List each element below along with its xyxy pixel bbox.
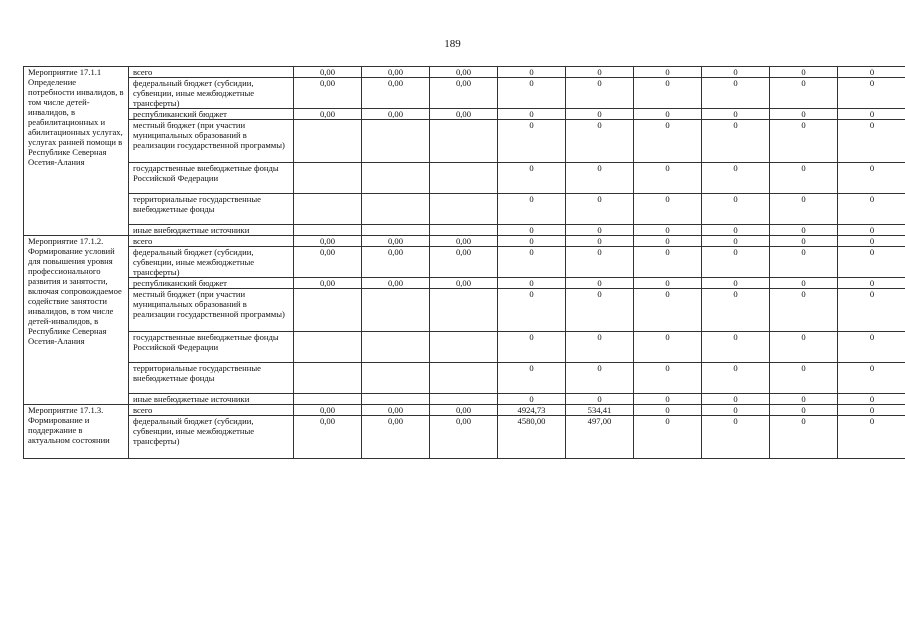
amount-cell: 0 [498, 225, 566, 236]
amount-cell [294, 194, 362, 225]
amount-cell: 0,00 [362, 416, 430, 459]
funding-source-cell: государственные внебюджетные фонды Российской Федерации [129, 163, 294, 194]
amount-cell: 0 [634, 278, 702, 289]
amount-cell: 0 [838, 416, 905, 459]
amount-cell: 0 [566, 78, 634, 109]
amount-cell: 0 [566, 278, 634, 289]
amount-cell: 0 [702, 120, 770, 163]
amount-cell: 0 [838, 78, 905, 109]
table-row [24, 278, 905, 289]
amount-cell: 0 [634, 120, 702, 163]
amount-cell: 0 [838, 225, 905, 236]
amount-cell: 0 [498, 236, 566, 247]
amount-cell: 0 [770, 332, 838, 363]
amount-cell: 0 [770, 225, 838, 236]
funding-source-cell: федеральный бюджет (субсидии, субвенции, иные межбюджетные трансферты) [129, 78, 294, 109]
amount-cell: 0 [498, 363, 566, 394]
amount-cell: 0 [566, 363, 634, 394]
amount-cell: 0 [498, 394, 566, 405]
funding-source-cell: местный бюджет (при участии муниципальных образований в реализации государственной программы) [129, 120, 294, 163]
amount-cell: 0 [770, 109, 838, 120]
amount-cell [362, 120, 430, 163]
amount-cell: 0 [702, 405, 770, 416]
amount-cell: 0 [634, 163, 702, 194]
amount-cell: 0 [770, 394, 838, 405]
amount-cell: 0,00 [294, 236, 362, 247]
amount-cell: 0 [566, 120, 634, 163]
amount-cell: 0,00 [294, 78, 362, 109]
amount-cell: 0,00 [362, 236, 430, 247]
amount-cell: 0 [498, 289, 566, 332]
amount-cell: 0 [634, 236, 702, 247]
amount-cell: 0 [566, 247, 634, 278]
amount-cell: 0 [634, 67, 702, 78]
amount-cell [430, 163, 498, 194]
amount-cell: 0,00 [362, 78, 430, 109]
amount-cell [294, 120, 362, 163]
amount-cell: 0,00 [294, 109, 362, 120]
amount-cell: 0,00 [430, 109, 498, 120]
table-row [24, 225, 905, 236]
amount-cell: 0 [702, 109, 770, 120]
amount-cell: 0 [634, 289, 702, 332]
amount-cell [362, 163, 430, 194]
amount-cell: 0 [634, 332, 702, 363]
amount-cell [294, 163, 362, 194]
amount-cell: 0 [566, 332, 634, 363]
page-number: 189 [444, 38, 461, 50]
amount-cell: 0 [838, 194, 905, 225]
amount-cell: 0 [566, 67, 634, 78]
amount-cell: 0,00 [430, 67, 498, 78]
amount-cell: 0 [770, 289, 838, 332]
funding-source-cell: республиканский бюджет [129, 109, 294, 120]
amount-cell [430, 289, 498, 332]
amount-cell: 0 [770, 194, 838, 225]
funding-table [23, 66, 905, 459]
amount-cell: 0 [634, 194, 702, 225]
funding-source-cell: местный бюджет (при участии муниципальных образований в реализации государственной программы) [129, 289, 294, 332]
amount-cell: 534,41 [566, 405, 634, 416]
table-row [24, 120, 905, 163]
amount-cell [294, 289, 362, 332]
amount-cell [362, 194, 430, 225]
table-row [24, 236, 905, 247]
amount-cell: 0,00 [430, 78, 498, 109]
amount-cell: 0 [770, 405, 838, 416]
table-row [24, 405, 905, 416]
amount-cell: 0 [838, 289, 905, 332]
amount-cell: 0,00 [430, 416, 498, 459]
table-row [24, 67, 905, 78]
funding-source-cell: республиканский бюджет [129, 278, 294, 289]
amount-cell: 0,00 [294, 416, 362, 459]
amount-cell: 0 [702, 247, 770, 278]
amount-cell: 0 [566, 163, 634, 194]
amount-cell: 0 [702, 194, 770, 225]
activity-title-cell: Мероприятие 17.1.3. Формирование и поддержание в актуальном состоянии [24, 405, 129, 459]
amount-cell: 0 [770, 363, 838, 394]
funding-source-cell: федеральный бюджет (субсидии, субвенции, иные межбюджетные трансферты) [129, 416, 294, 459]
table-row [24, 194, 905, 225]
table-row [24, 416, 905, 459]
amount-cell [362, 225, 430, 236]
funding-source-cell: иные внебюджетные источники [129, 225, 294, 236]
amount-cell: 0 [634, 225, 702, 236]
amount-cell: 0 [770, 67, 838, 78]
amount-cell: 0,00 [362, 247, 430, 278]
amount-cell: 0 [838, 67, 905, 78]
amount-cell: 4580,00 [498, 416, 566, 459]
amount-cell: 0,00 [294, 247, 362, 278]
funding-source-cell: всего [129, 405, 294, 416]
amount-cell [430, 120, 498, 163]
amount-cell: 0 [498, 109, 566, 120]
amount-cell: 0 [838, 247, 905, 278]
amount-cell [294, 225, 362, 236]
amount-cell: 0 [838, 278, 905, 289]
amount-cell: 0 [702, 332, 770, 363]
amount-cell: 0,00 [430, 236, 498, 247]
amount-cell: 0 [838, 394, 905, 405]
amount-cell: 0 [498, 332, 566, 363]
amount-cell: 0 [498, 78, 566, 109]
amount-cell: 0 [702, 78, 770, 109]
amount-cell: 0 [498, 278, 566, 289]
amount-cell: 0 [702, 394, 770, 405]
amount-cell: 0 [566, 109, 634, 120]
amount-cell: 0 [838, 332, 905, 363]
amount-cell: 0,00 [362, 278, 430, 289]
amount-cell: 4924,73 [498, 405, 566, 416]
amount-cell: 0 [566, 194, 634, 225]
amount-cell: 0,00 [294, 67, 362, 78]
amount-cell: 0 [634, 247, 702, 278]
amount-cell: 0 [566, 236, 634, 247]
amount-cell: 0 [770, 236, 838, 247]
table-row [24, 289, 905, 332]
amount-cell: 0 [634, 78, 702, 109]
amount-cell: 0,00 [430, 247, 498, 278]
amount-cell [430, 363, 498, 394]
activity-title-cell: Мероприятие 17.1.2. Формирование условий для повышения уровня профессионального развития и занятости, включая сопровождаемое содействие занятости инвалидов, в том числе детей-инвалидов, в Республике Северная Осетия-Алания [24, 236, 129, 405]
amount-cell [362, 394, 430, 405]
amount-cell: 0 [770, 416, 838, 459]
amount-cell: 0 [770, 120, 838, 163]
amount-cell: 497,00 [566, 416, 634, 459]
amount-cell: 0,00 [362, 405, 430, 416]
amount-cell: 0,00 [294, 278, 362, 289]
amount-cell: 0 [702, 289, 770, 332]
amount-cell: 0 [634, 109, 702, 120]
amount-cell: 0 [702, 278, 770, 289]
amount-cell: 0 [702, 236, 770, 247]
amount-cell: 0 [498, 194, 566, 225]
amount-cell: 0 [770, 278, 838, 289]
funding-source-cell: территориальные государственные внебюджетные фонды [129, 194, 294, 225]
table-row [24, 78, 905, 109]
amount-cell: 0 [770, 247, 838, 278]
amount-cell: 0 [770, 163, 838, 194]
funding-source-cell: иные внебюджетные источники [129, 394, 294, 405]
amount-cell: 0 [838, 236, 905, 247]
funding-source-cell: всего [129, 67, 294, 78]
funding-source-cell: всего [129, 236, 294, 247]
amount-cell [430, 225, 498, 236]
amount-cell [362, 289, 430, 332]
amount-cell: 0 [838, 405, 905, 416]
amount-cell: 0,00 [362, 109, 430, 120]
amount-cell: 0,00 [362, 67, 430, 78]
amount-cell: 0 [838, 109, 905, 120]
amount-cell: 0 [634, 394, 702, 405]
table-row [24, 332, 905, 363]
amount-cell [430, 332, 498, 363]
table-row [24, 247, 905, 278]
amount-cell: 0 [498, 163, 566, 194]
amount-cell: 0 [702, 363, 770, 394]
table-row [24, 163, 905, 194]
amount-cell: 0 [838, 363, 905, 394]
amount-cell: 0 [566, 289, 634, 332]
amount-cell: 0 [634, 416, 702, 459]
amount-cell: 0,00 [430, 405, 498, 416]
amount-cell [294, 332, 362, 363]
amount-cell: 0 [702, 416, 770, 459]
funding-source-cell: государственные внебюджетные фонды Российской Федерации [129, 332, 294, 363]
amount-cell: 0 [634, 405, 702, 416]
amount-cell: 0 [702, 163, 770, 194]
amount-cell: 0 [634, 363, 702, 394]
table-row [24, 363, 905, 394]
amount-cell: 0 [838, 120, 905, 163]
amount-cell [430, 394, 498, 405]
amount-cell: 0 [702, 67, 770, 78]
amount-cell: 0 [566, 394, 634, 405]
funding-source-cell: федеральный бюджет (субсидии, субвенции, иные межбюджетные трансферты) [129, 247, 294, 278]
amount-cell [294, 363, 362, 394]
amount-cell [362, 332, 430, 363]
amount-cell [362, 363, 430, 394]
amount-cell: 0 [770, 78, 838, 109]
funding-table-body [24, 67, 905, 459]
table-row [24, 394, 905, 405]
amount-cell: 0 [498, 67, 566, 78]
amount-cell: 0,00 [430, 278, 498, 289]
activity-title-cell: Мероприятие 17.1.1 Определение потребности инвалидов, в том числе детей-инвалидов, в реабилитационных и абилитационных услугах, услугах ранней помощи в Республике Северная Осетия-Алания [24, 67, 129, 236]
amount-cell: 0 [702, 225, 770, 236]
amount-cell: 0 [498, 247, 566, 278]
table-row [24, 109, 905, 120]
amount-cell: 0 [838, 163, 905, 194]
amount-cell [430, 194, 498, 225]
amount-cell [294, 394, 362, 405]
amount-cell: 0 [498, 120, 566, 163]
funding-source-cell: территориальные государственные внебюджетные фонды [129, 363, 294, 394]
amount-cell: 0,00 [294, 405, 362, 416]
amount-cell: 0 [566, 225, 634, 236]
